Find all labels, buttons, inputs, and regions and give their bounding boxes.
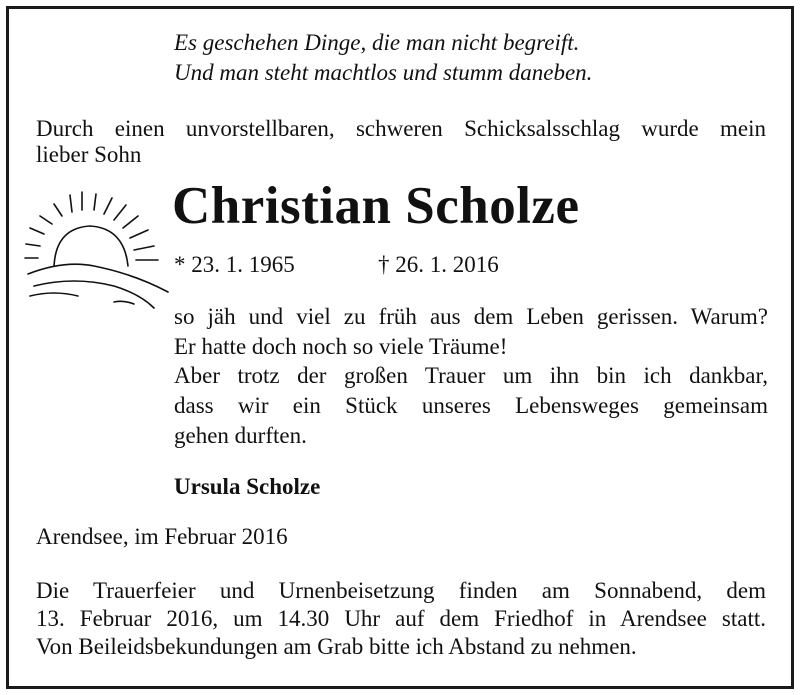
body-line-5: gehen durften.: [174, 423, 307, 448]
deceased-name: Christian Scholze: [172, 177, 580, 235]
quote-line-2: Und man steht machtlos und stumm daneben.: [174, 60, 593, 85]
intro-line-2: lieber Sohn: [36, 142, 142, 167]
notice-line-1: Die Trauerfeier und Urnenbeisetzung finden am Sonnabend, dem: [36, 578, 766, 603]
place-date: Arendsee, im Februar 2016: [36, 524, 288, 549]
body-line-2: Er hatte doch noch so viele Träume!: [174, 334, 508, 359]
notice-line-3: Von Beileidsbekundungen am Grab bitte ich Abstand zu nehmen.: [36, 634, 637, 659]
notice-line-2: 13. Februar 2016, um 14.30 Uhr auf dem Friedhof in Arendsee statt.: [36, 606, 766, 631]
birth-date: * 23. 1. 1965: [174, 252, 295, 277]
body-line-3: Aber trotz der großen Trauer um ihn bin ich dankbar,: [174, 363, 768, 388]
body-line-4: dass wir ein Stück unseres Lebensweges gemeinsam: [174, 393, 768, 418]
sunrise-over-hills-icon: [24, 190, 174, 310]
death-date: † 26. 1. 2016: [378, 252, 499, 277]
quote-line-1: Es geschehen Dinge, die man nicht begreift.: [174, 30, 580, 55]
body-line-1: so jäh und viel zu früh aus dem Leben gerissen. Warum?: [174, 304, 768, 329]
signature: Ursula Scholze: [174, 474, 321, 499]
intro-line-1: Durch einen unvorstellbaren, schweren Schicksalsschlag wurde mein: [36, 116, 766, 141]
